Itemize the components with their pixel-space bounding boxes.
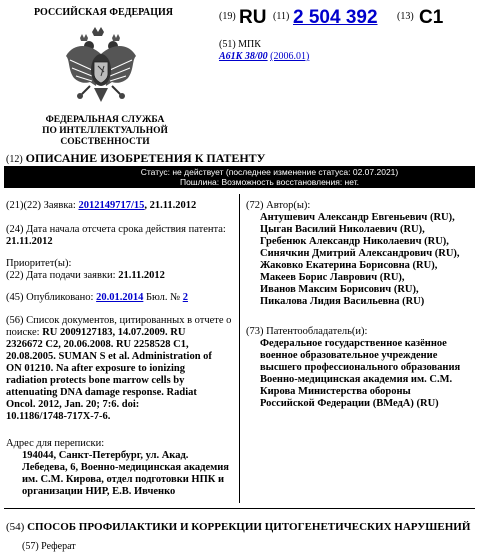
author-item: Антушевич Александр Евгеньевич (RU), [260,212,455,223]
mpk-version-link[interactable]: (2006.01) [270,51,310,62]
owner-line: Российской Федерации (ВМедА) (RU) [260,398,439,409]
address-line: Лебедева, 6, Военно-медицинская академия [22,462,229,473]
author-item: Гребенюк Александр Николаевич (RU), [260,236,449,247]
citation-text: RU 2009127183, 14.07.2009. RU [42,327,186,338]
priority-label: Приоритет(ы): [6,258,72,269]
address-line: 194044, Санкт-Петербург, ул. Акад. [22,450,189,461]
author-item: Иванов Максим Борисович (RU), [260,284,419,295]
owner-line: высшего профессионального образования [260,362,461,373]
invention-title-code: (54) [6,521,25,533]
patent-number-link[interactable]: 2 504 392 [293,7,378,28]
citation-text: attenuating DNA damage response. Radiat [6,387,197,398]
kind-code: C1 [419,7,444,28]
invention-title [6,521,470,533]
address-label: Адрес для переписки: [6,438,105,449]
author-item: Жаковко Екатерина Борисовна (RU), [260,260,438,271]
country-name: РОССИЙСКАЯ ФЕДЕРАЦИЯ [34,7,174,18]
citation-text: 20.08.2005. SUMAN S et al. Administration of [6,351,212,362]
filing-date-label: (22) Дата подачи заявки: [6,270,116,281]
status-line: Статус: не действует (последнее изменение статуса: 02.07.2021) [140,167,399,177]
mpk-label: (51) МПК [219,39,261,50]
owner-line: Кирова Министерства обороны [260,386,411,397]
author-item: Пикалова Лидия Васильевна (RU) [260,296,425,307]
coat-of-arms-emblem [62,26,140,110]
owner-label: (73) Патентообладатель(и): [246,326,368,337]
owner-line: военное образовательное учреждение [260,350,438,361]
column-divider [239,194,240,503]
owner-line: Военно-медицинская академия им. С.М. [260,374,453,385]
section-divider [4,508,475,509]
published-label: (45) Опубликовано: [6,292,94,303]
citations-block [6,315,234,423]
code-19: (19) [219,11,236,22]
term-start-label: (24) Дата начала отсчета срока действия патента: [6,224,226,235]
authors-label: (72) Автор(ы): [246,200,311,211]
document-title [6,151,266,166]
bulletin-label: Бюл. № [145,292,181,303]
term-start-date: 21.11.2012 [6,236,53,247]
code-11: (11) [273,11,290,22]
application-label: (21)(22) Заявка: [6,200,76,211]
code-13: (13) [397,11,414,22]
agency-line-1: ФЕДЕРАЛЬНАЯ СЛУЖБА [45,115,165,125]
application-date: , 21.11.2012 [144,200,197,211]
author-item: Синячкин Дмитрий Александрович (RU), [260,248,460,259]
document-title-text: ОПИСАНИЕ ИЗОБРЕТЕНИЯ К ПАТЕНТУ [25,151,266,165]
citation-text: Oncol. 2012, Jan. 20; 7:6. doi: [6,399,140,410]
authors-block [246,200,474,308]
agency-name [0,115,210,148]
citation-text: 2326672 C2, 20.06.2008. RU 2258528 C1, [6,339,189,350]
address-line: им. С.М. Кирова, отдел подготовки НПК и [22,474,225,485]
citation-text: ON 01210. Na after exposure to ionizing [6,363,185,374]
abstract-heading: (57) Реферат [22,541,76,552]
application-row [6,200,234,212]
filing-date: 21.11.2012 [118,270,165,281]
mpk-classification [219,51,309,62]
fee-line: Пошлина: Возможность восстановления: нет. [179,177,360,187]
citation-text: 10.1186/1748-717X-7-6. [6,411,111,422]
mpk-code-link[interactable]: A61K 38/00 [219,51,268,62]
document-title-code: (12) [6,154,23,165]
application-number-link[interactable]: 2012149717/15 [78,200,145,211]
author-item: Макеев Борис Лаврович (RU), [260,272,405,283]
country-code: RU [239,7,267,28]
filing-date-row [6,270,234,282]
agency-line-2: ПО ИНТЕЛЛЕКТУАЛЬНОЙ СОБСТВЕННОСТИ [42,126,168,147]
citations-label-cont: поиске: [6,327,40,338]
address-line: организации НИР, Е.В. Ивченко [22,486,176,497]
status-bar [4,166,475,188]
author-item: Цыган Василий Николаевич (RU), [260,224,425,235]
bulletin-number-link[interactable]: 2 [182,292,188,303]
citation-text: radiation protects bone marrow cells by [6,375,185,386]
citations-label: (56) Список документов, цитированных в отчете о [6,315,232,326]
invention-title-text: СПОСОБ ПРОФИЛАКТИКИ И КОРРЕКЦИИ ЦИТОГЕНЕТИЧЕСКИХ НАРУШЕНИЙ [27,521,471,533]
published-row [6,292,234,304]
owner-line: Федеральное государственное казённое [260,338,447,349]
published-date-link[interactable]: 20.01.2014 [96,292,144,303]
address-block [6,438,234,498]
owner-block [246,326,474,410]
